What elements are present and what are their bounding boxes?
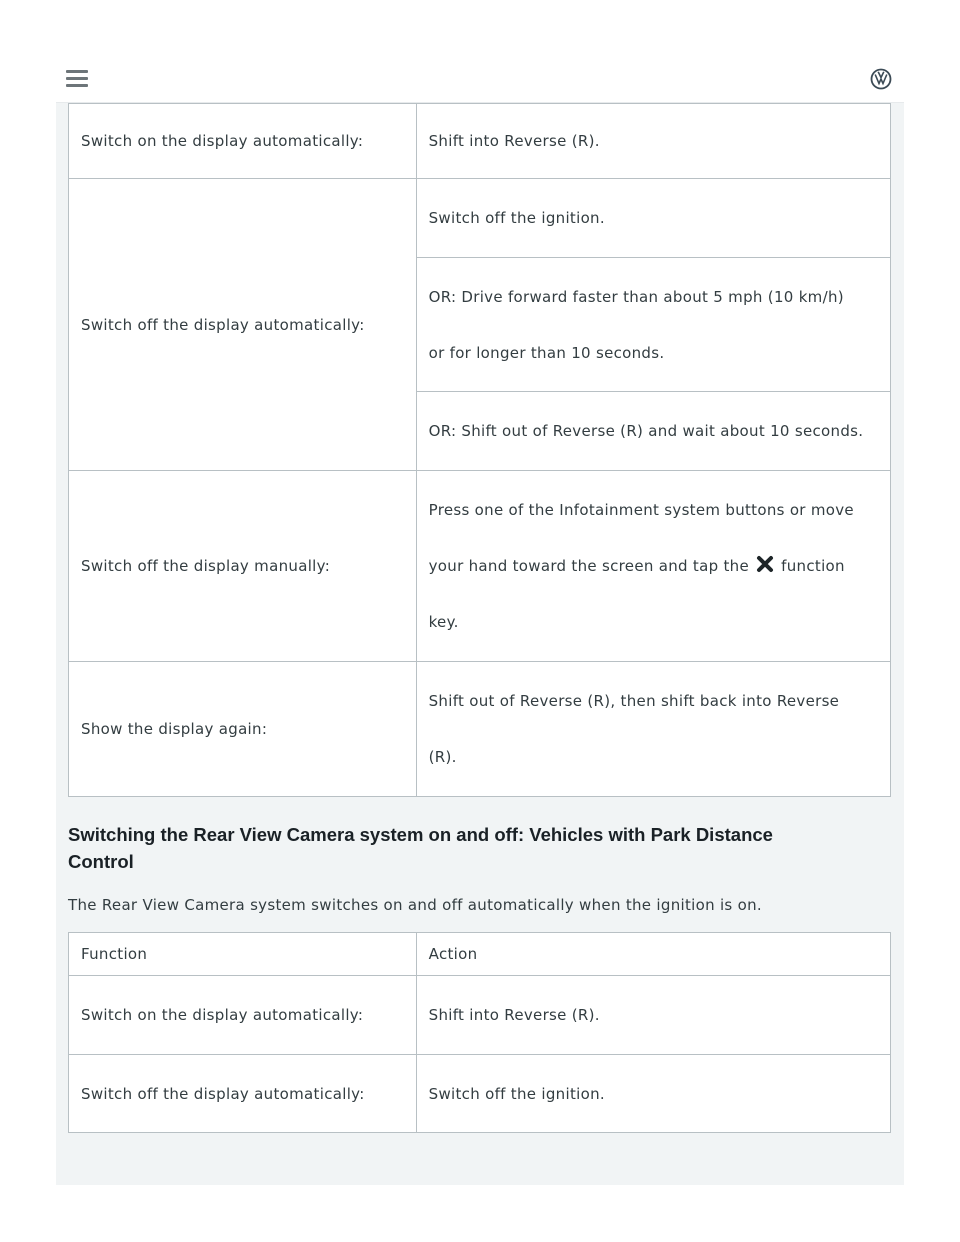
menu-icon[interactable] (66, 70, 88, 88)
action-cell: Shift into Reverse (R). (416, 104, 890, 179)
section-title-line: Control (68, 851, 134, 872)
action-line: or for longer than 10 seconds. (428, 343, 665, 362)
action-line: OR: Drive forward faster than about 5 mph (10 km/h) (428, 287, 844, 306)
action-line (429, 538, 878, 594)
section-title (68, 821, 868, 875)
action-cell (416, 471, 890, 662)
table-row (69, 1055, 891, 1133)
park-distance-table (68, 932, 891, 1133)
action-cell (416, 662, 890, 797)
table-row (69, 179, 891, 258)
action-text: function (781, 557, 845, 575)
section-intro: The Rear View Camera system switches on and off automatically when the ignition is on. (68, 896, 762, 914)
table-row (69, 662, 891, 797)
table-row (69, 104, 891, 179)
table-row (69, 976, 891, 1055)
table-row (69, 471, 891, 662)
function-cell: Show the display again: (69, 662, 417, 797)
action-line: Press one of the Infotainment system buttons or move (428, 501, 854, 519)
section-title-line: Switching the Rear View Camera system on and off: Vehicles with Park Distance (68, 824, 773, 845)
top-bar (56, 56, 904, 103)
function-cell: Switch on the display automatically: (69, 104, 417, 179)
vw-logo-icon[interactable] (870, 68, 892, 90)
function-cell: Switch off the display automatically: (69, 179, 417, 471)
action-cell: OR: Shift out of Reverse (R) and wait about 10 seconds. (416, 392, 890, 471)
action-line: Shift out of Reverse (R), then shift back into Reverse (428, 692, 840, 710)
action-cell: Switch off the ignition. (416, 1055, 890, 1133)
action-line: key. (428, 613, 459, 631)
action-line: (R). (428, 748, 457, 766)
table-header-row (69, 933, 891, 976)
column-header-action: Action (416, 933, 890, 976)
action-cell (416, 258, 890, 392)
close-x-icon (756, 555, 774, 573)
display-control-table (68, 103, 891, 797)
action-text: your hand toward the screen and tap the (428, 557, 749, 575)
function-cell: Switch off the display automatically: (69, 1055, 417, 1133)
function-cell: Switch on the display automatically: (69, 976, 417, 1055)
content-area (56, 103, 904, 1185)
action-cell: Switch off the ignition. (416, 179, 890, 258)
function-cell: Switch off the display manually: (69, 471, 417, 662)
column-header-function: Function (69, 933, 417, 976)
action-cell: Shift into Reverse (R). (416, 976, 890, 1055)
